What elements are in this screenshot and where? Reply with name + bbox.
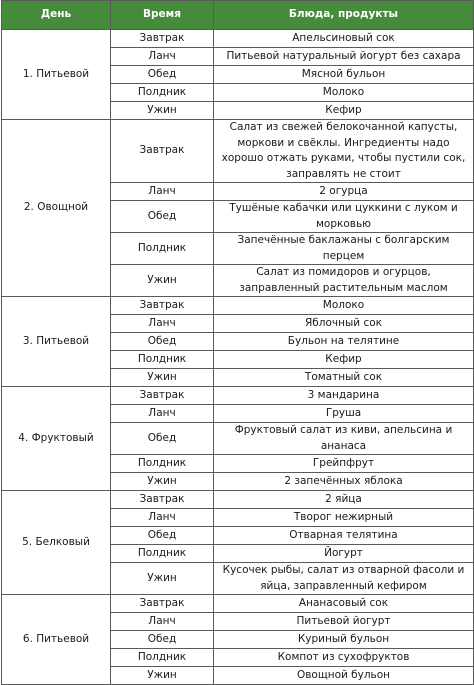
meal-time-cell: Обед [111, 631, 214, 649]
meal-time-cell: Завтрак [111, 120, 214, 183]
table-row [2, 595, 474, 613]
diet-menu-table [1, 0, 474, 685]
day-name-cell: 3. Питьевой [2, 297, 111, 387]
meal-time-cell: Ланч [111, 48, 214, 66]
meal-food-cell: Отварная телятина [214, 527, 474, 545]
table-row [2, 387, 474, 405]
meal-time-cell: Полдник [111, 233, 214, 265]
meal-time-cell: Ужин [111, 667, 214, 685]
meal-time-cell: Полдник [111, 351, 214, 369]
meal-time-cell: Завтрак [111, 491, 214, 509]
header-food: Блюда, продукты [214, 1, 474, 30]
table-row [2, 120, 474, 183]
meal-food-cell: Бульон на телятине [214, 333, 474, 351]
meal-time-cell: Ужин [111, 473, 214, 491]
meal-food-cell: Салат из свежей белокочанной капусты, моркови и свёклы. Ингредиенты надо хорошо отжать руками, чтобы пустили сок, заправлять не стоит [214, 120, 474, 183]
header-time: Время [111, 1, 214, 30]
meal-food-cell: Питьевой йогурт [214, 613, 474, 631]
meal-food-cell: 2 огурца [214, 183, 474, 201]
table-header [2, 1, 474, 30]
meal-food-cell: Йогурт [214, 545, 474, 563]
meal-food-cell: Компот из сухофруктов [214, 649, 474, 667]
meal-food-cell: Овощной бульон [214, 667, 474, 685]
meal-food-cell: Мясной бульон [214, 66, 474, 84]
meal-food-cell: Грейпфрут [214, 455, 474, 473]
meal-time-cell: Завтрак [111, 30, 214, 48]
day-name-cell: 5. Белковый [2, 491, 111, 595]
table-body [2, 30, 474, 685]
meal-food-cell: 3 мандарина [214, 387, 474, 405]
meal-time-cell: Обед [111, 66, 214, 84]
meal-time-cell: Завтрак [111, 297, 214, 315]
meal-food-cell: Молоко [214, 297, 474, 315]
meal-food-cell: Яблочный сок [214, 315, 474, 333]
meal-food-cell: Питьевой натуральный йогурт без сахара [214, 48, 474, 66]
meal-food-cell: Куриный бульон [214, 631, 474, 649]
meal-time-cell: Завтрак [111, 595, 214, 613]
meal-time-cell: Ужин [111, 265, 214, 297]
meal-time-cell: Ланч [111, 405, 214, 423]
meal-time-cell: Полдник [111, 455, 214, 473]
meal-time-cell: Ланч [111, 509, 214, 527]
day-name-cell: 1. Питьевой [2, 30, 111, 120]
meal-time-cell: Ужин [111, 102, 214, 120]
meal-time-cell: Завтрак [111, 387, 214, 405]
day-name-cell: 4. Фруктовый [2, 387, 111, 491]
meal-time-cell: Полдник [111, 84, 214, 102]
meal-time-cell: Полдник [111, 545, 214, 563]
meal-food-cell: 2 запечённых яблока [214, 473, 474, 491]
meal-time-cell: Ланч [111, 183, 214, 201]
header-row [2, 1, 474, 30]
meal-food-cell: Запечённые баклажаны с болгарским перцем [214, 233, 474, 265]
meal-food-cell: Салат из помидоров и огурцов, заправленный растительным маслом [214, 265, 474, 297]
meal-food-cell: 2 яйца [214, 491, 474, 509]
meal-time-cell: Обед [111, 333, 214, 351]
table-row [2, 491, 474, 509]
table-row [2, 30, 474, 48]
meal-food-cell: Кефир [214, 102, 474, 120]
meal-food-cell: Кусочек рыбы, салат из отварной фасоли и яйца, заправленный кефиром [214, 563, 474, 595]
meal-food-cell: Фруктовый салат из киви, апельсина и ананаса [214, 423, 474, 455]
meal-food-cell: Молоко [214, 84, 474, 102]
day-name-cell: 6. Питьевой [2, 595, 111, 685]
meal-food-cell: Ананасовый сок [214, 595, 474, 613]
meal-food-cell: Кефир [214, 351, 474, 369]
meal-time-cell: Ужин [111, 563, 214, 595]
meal-food-cell: Творог нежирный [214, 509, 474, 527]
meal-food-cell: Тушёные кабачки или цуккини с луком и морковью [214, 201, 474, 233]
meal-time-cell: Ланч [111, 315, 214, 333]
meal-time-cell: Обед [111, 423, 214, 455]
meal-food-cell: Томатный сок [214, 369, 474, 387]
meal-food-cell: Груша [214, 405, 474, 423]
table-row [2, 297, 474, 315]
meal-time-cell: Полдник [111, 649, 214, 667]
header-day: День [2, 1, 111, 30]
day-name-cell: 2. Овощной [2, 120, 111, 297]
meal-food-cell: Апельсиновый сок [214, 30, 474, 48]
meal-time-cell: Обед [111, 527, 214, 545]
meal-time-cell: Обед [111, 201, 214, 233]
meal-time-cell: Ужин [111, 369, 214, 387]
meal-time-cell: Ланч [111, 613, 214, 631]
